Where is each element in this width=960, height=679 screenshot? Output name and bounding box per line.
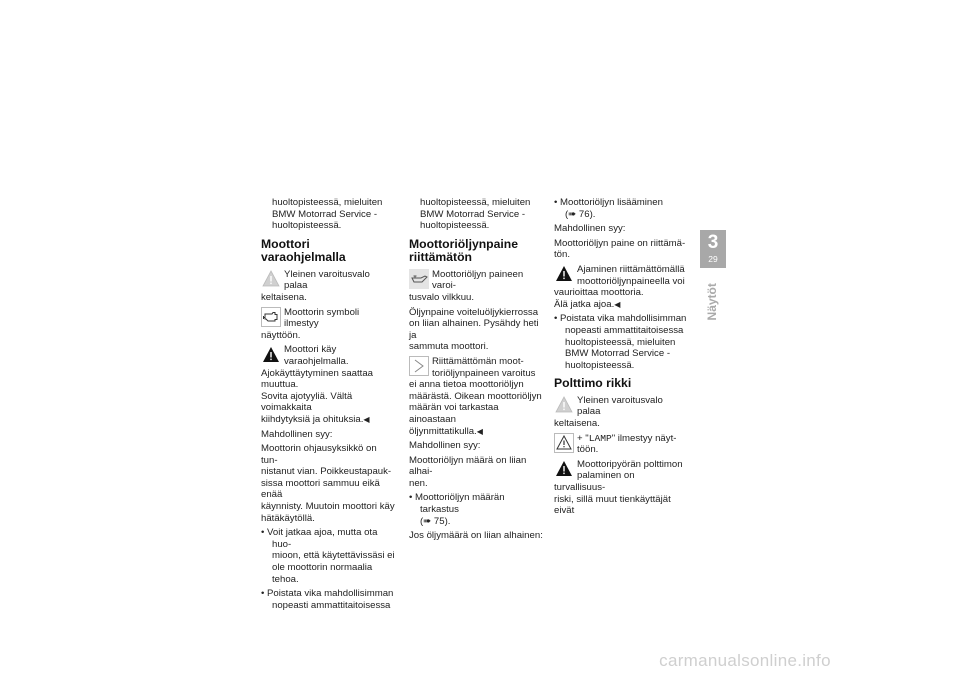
oil-damage-warning: Ajaminen riittämättömällä moottoriöljynpaineella voi vaurioittaa moottoria. Älä jatka ajoa.◀ [554, 263, 685, 310]
oil-pressure-text: Öljynpaine voiteluöljykierrossa on liian alhainen. Pysähdy heti ja sammuta moottori. [409, 306, 539, 353]
if-low-text: Jos öljymäärä on liian alhainen: [409, 530, 543, 542]
column-3 [554, 197, 688, 520]
bullet-check-oil: • Moottoriöljyn määrän tarkastus (➠ 75). [409, 492, 505, 527]
warning-triangle-yellow-icon [261, 269, 281, 289]
cause-label: Mahdollinen syy: [409, 440, 481, 452]
section-heading-bulb: Polttimo rikki [554, 376, 632, 391]
general-warning-yellow: Yleinen varoitusvalo palaa keltaisena. [261, 268, 370, 303]
warning-triangle-black-icon [554, 459, 574, 479]
watermark: carmanualsonline.info [659, 651, 831, 670]
chapter-number: 3 [707, 232, 719, 253]
cause-label: Mahdollinen syy: [554, 223, 626, 235]
cause-label: Mahdollinen syy: [261, 428, 333, 440]
column-2 [409, 197, 543, 545]
column-1 [261, 197, 395, 614]
intro-text: huoltopisteessä, mieluiten BMW Motorrad Service - huoltopisteessä. [272, 197, 383, 232]
note-arrow-icon [409, 356, 429, 376]
warning-triangle-yellow-icon [554, 395, 574, 415]
oil-can-icon [409, 269, 429, 289]
chapter-tab [700, 230, 726, 268]
engine-symbol-block: Moottorin symboli ilmestyy näyttöön. [261, 306, 360, 341]
section-heading-oil-pressure: Moottoriöljynpaine riittämätön [409, 236, 519, 265]
bullet-repair: • Poistata vika mahdollisimman nopeasti ammattitaitoisessa [261, 588, 394, 611]
bulb-safety-warning: Moottoripyörän polttimon palaminen on turvallisuus- riski, sillä muut tienkäyttäjät eivät [554, 458, 683, 517]
bullet-continue-riding: • Voit jatkaa ajoa, mutta ota huo- mioon, että käytettävissäsi ei ole moottorin normaalia tehoa. [261, 527, 395, 585]
warning-triangle-black-icon [554, 264, 574, 284]
page-reference-link[interactable]: (➠ 76). [565, 208, 596, 220]
end-mark-icon: ◀ [363, 414, 370, 424]
page-reference-link[interactable]: (➠ 75). [420, 515, 451, 527]
cause-text: Moottoriöljyn paine on riittämä- tön. [554, 237, 686, 261]
chapter-title: Näytöt [705, 283, 720, 321]
warning-triangle-black-icon [261, 344, 281, 364]
cause-text: Moottorin ohjausyksikkö on tun- nistanut vian. Poikkeustapauk- sissa moottori sammuu eikä enää käynnisty. Muutoin moottori käy hätäkäytöllä. [261, 443, 395, 524]
end-mark-icon: ◀ [614, 299, 621, 309]
lamp-code: LAMP [588, 432, 612, 444]
section-heading-engine-limp: Moottori varaohjelmalla [261, 236, 346, 265]
intro-text: huoltopisteessä, mieluiten BMW Motorrad Service - huoltopisteessä. [420, 197, 531, 232]
bullet-add-oil: • Moottoriöljyn lisääminen (➠ 76). [554, 197, 663, 220]
end-mark-icon: ◀ [476, 426, 483, 436]
cause-text: Moottoriöljyn määrä on liian alhai- nen. [409, 454, 527, 489]
lamp-display-block: + "LAMP" ilmestyy näyt- töön. [554, 433, 688, 456]
note-block: Riittämättömän moot- toriöljynpaineen varoitus ei anna tietoa moottoriöljyn määrästä. Oikean moottoriöljyn määrän voi tarkastaa ainoastaan öljynmittatikulla.◀ [409, 355, 542, 437]
engine-limp-warning: Moottori käy varaohjelmalla. Ajokäyttäytyminen saattaa muuttua. Sovita ajotyyliä. Vältä voimakkaita kiihdytyksiä ja ohituksia.◀ [261, 344, 373, 425]
page-number: 29 [708, 254, 718, 264]
general-warning-yellow: Yleinen varoitusvalo palaa keltaisena. [554, 394, 663, 429]
bullet-repair: • Poistata vika mahdollisimman nopeasti ammattitaitoisessa huoltopisteessä, mieluiten BMW Motorrad Service - huoltopisteessä. [554, 313, 687, 371]
warning-triangle-outline-icon [554, 433, 574, 453]
oil-pressure-light-block: Moottoriöljyn paineen varoi- tusvalo vilkkuu. [409, 268, 524, 303]
engine-icon [261, 307, 281, 327]
